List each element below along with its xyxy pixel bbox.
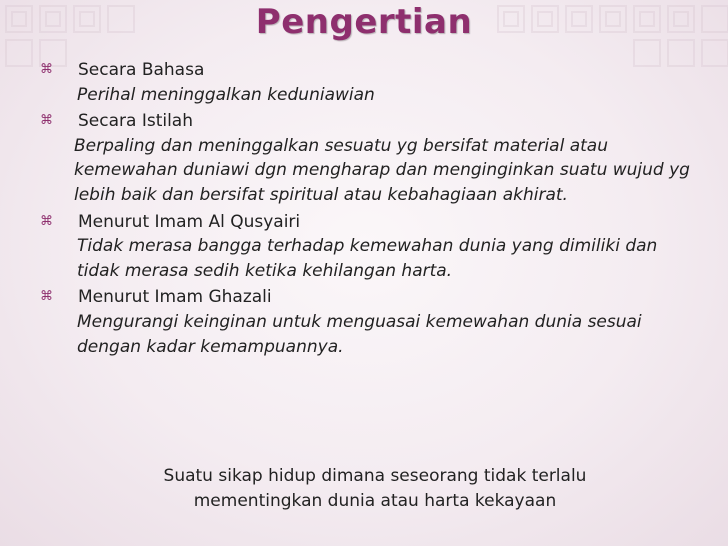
item-text: Perihal meninggalkan keduniawian <box>77 84 375 105</box>
slide-content <box>40 58 700 361</box>
summary-text: Suatu sikap hidup dimana seseorang tidak terlalu mementingkan dunia atau harta kekayaan <box>163 466 587 511</box>
list-item <box>40 58 700 83</box>
command-key-icon: ⌘ <box>40 289 53 305</box>
command-key-icon: ⌘ <box>40 213 53 229</box>
list-item <box>40 109 700 134</box>
list-item <box>40 210 700 235</box>
item-heading: Secara Bahasa <box>78 60 205 80</box>
slide-title: Pengertian <box>255 2 473 42</box>
item-heading: Menurut Imam Ghazali <box>78 287 272 308</box>
item-text: Berpaling dan meninggalkan sesuatu yg bersifat material atau kemewahan duniawi dgn mengharap dan menginginkan suatu wujud yg lebih baik dan bersifat spiritual atau kebahagiaan akhirat. <box>74 135 690 205</box>
item-heading: Menurut Imam Al Qusyairi <box>78 211 301 232</box>
command-key-icon: ⌘ <box>40 62 53 77</box>
command-key-icon: ⌘ <box>40 113 53 129</box>
item-text: Tidak merasa bangga terhadap kemewahan dunia yang dimiliki dan tidak merasa sedih ketika kehilangan harta. <box>77 236 658 281</box>
item-text: Mengurangi keinginan untuk menguasai kemewahan dunia sesuai dengan kadar kemampuannya. <box>77 311 642 357</box>
item-heading: Secara Istilah <box>78 111 193 132</box>
list-item <box>40 285 700 310</box>
